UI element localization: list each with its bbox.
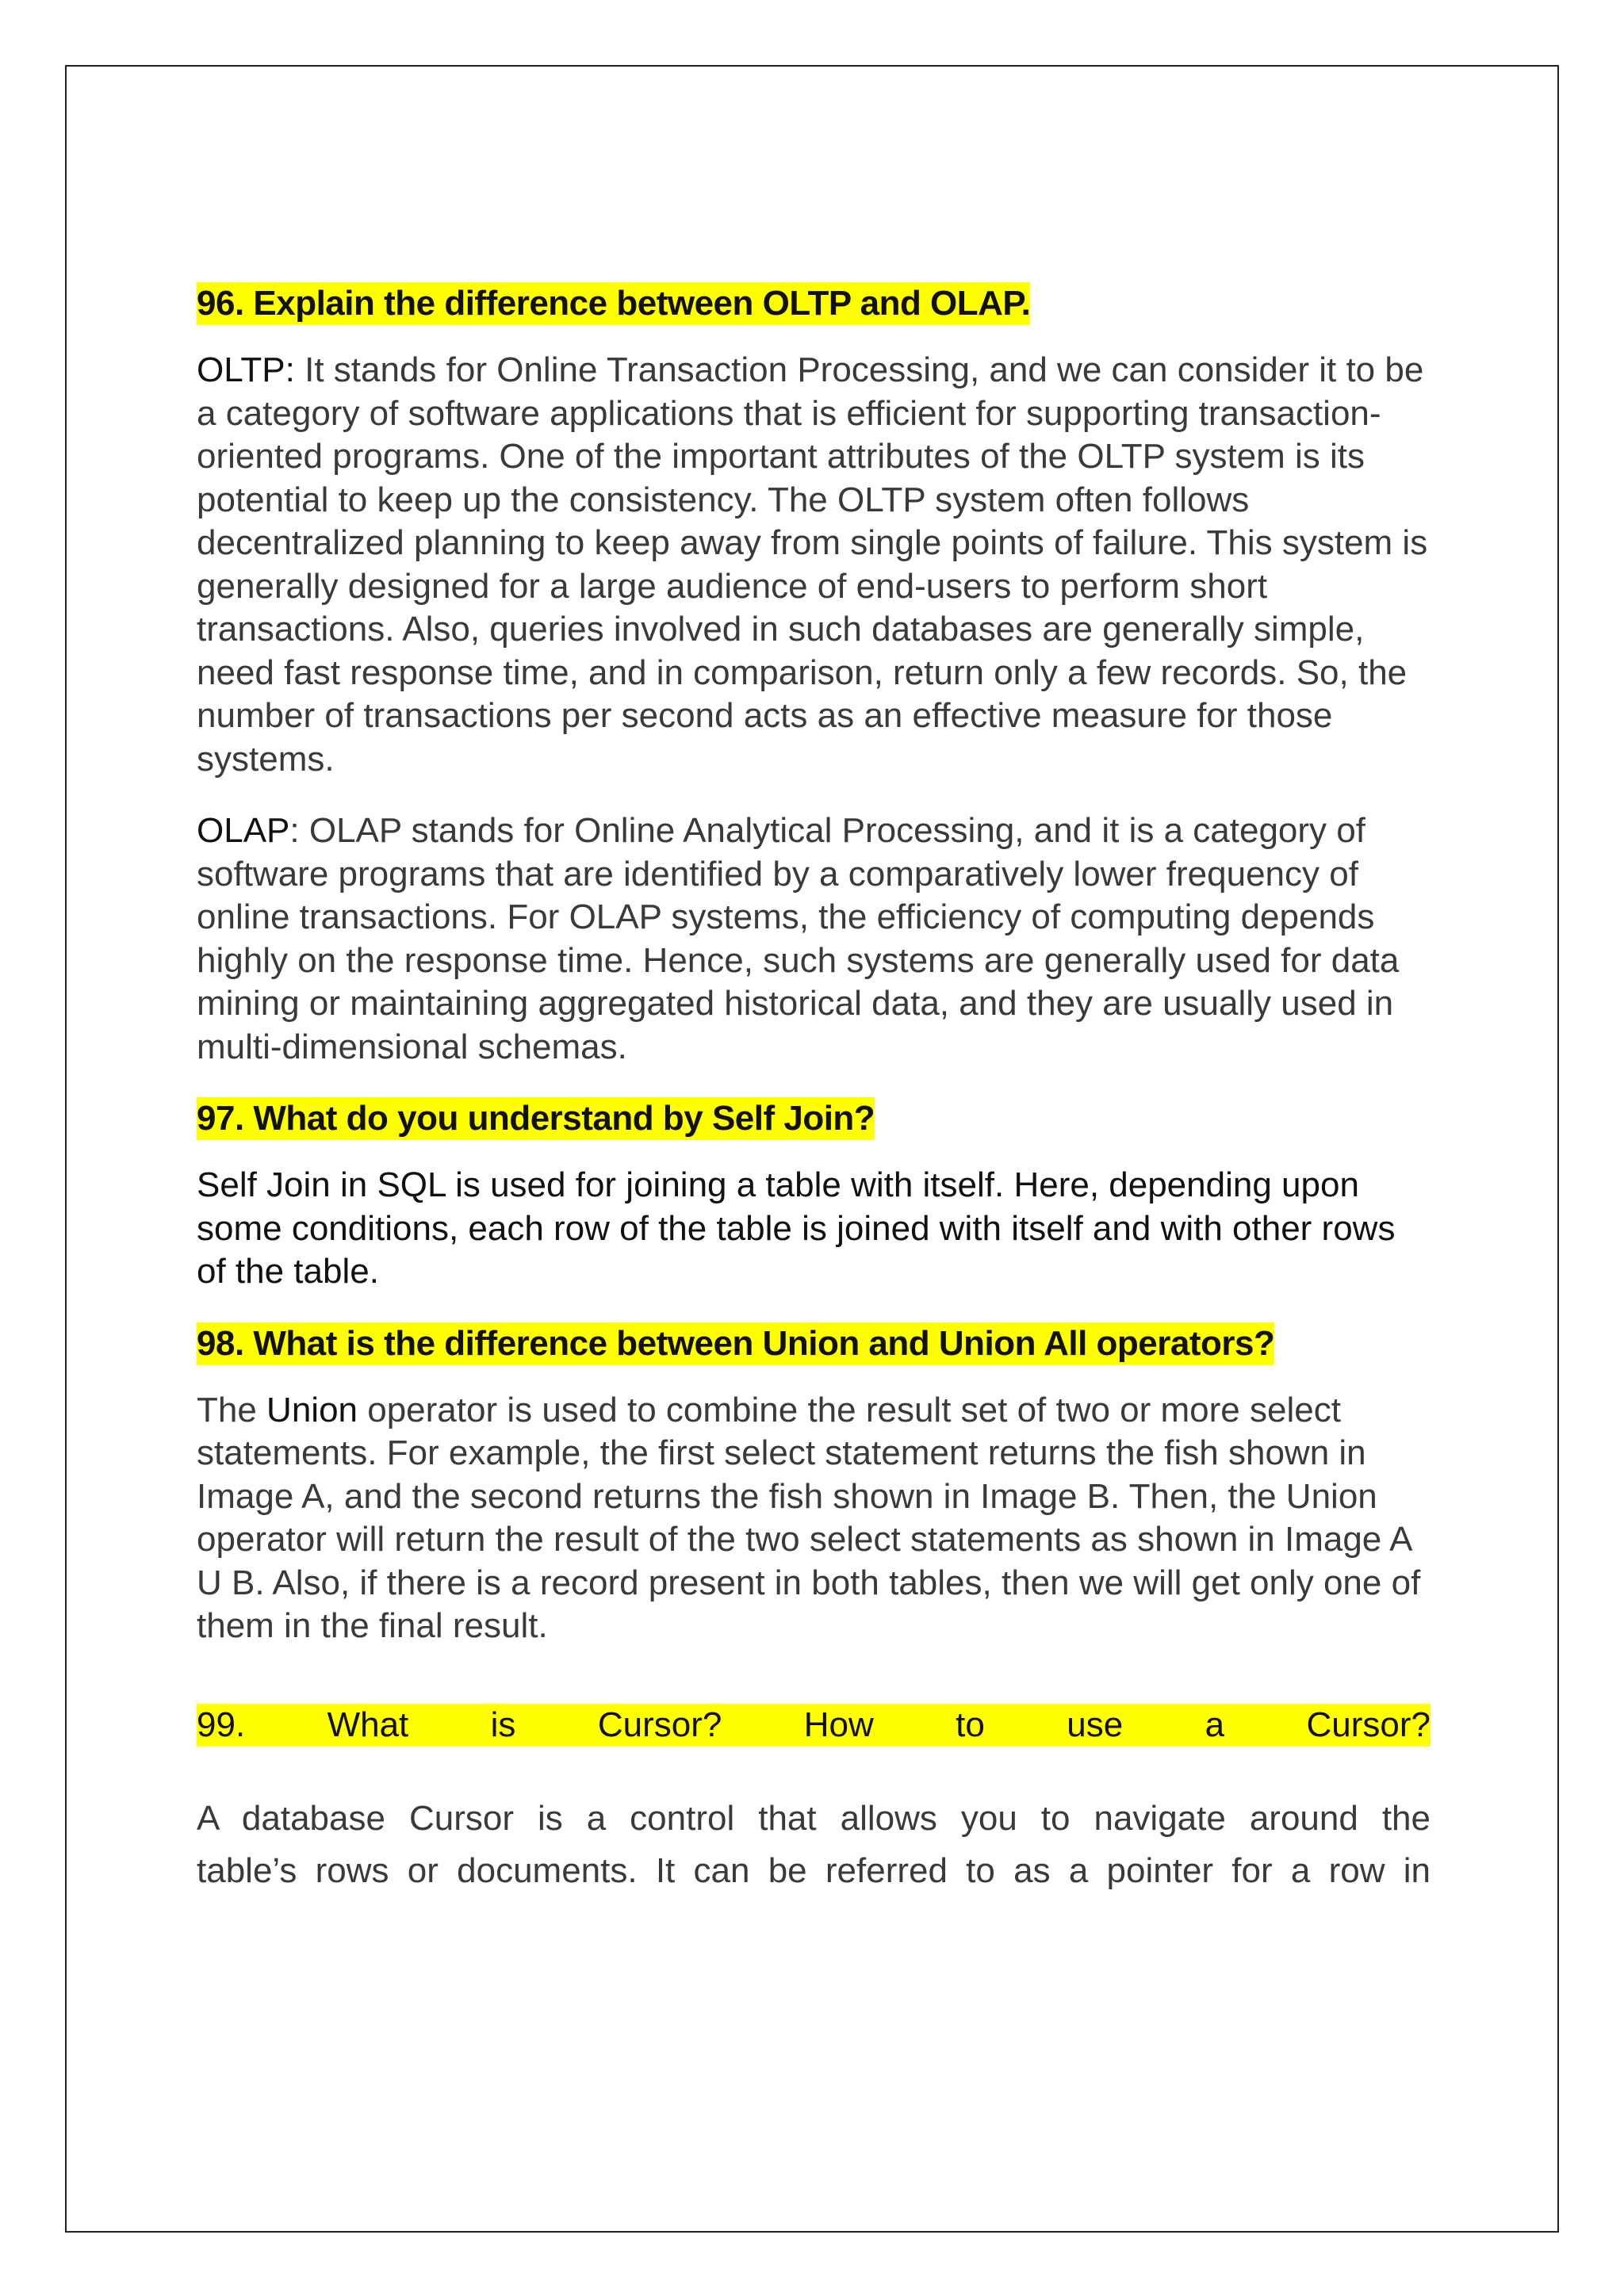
document-content — [197, 282, 1431, 1897]
q99-word: How — [803, 1705, 874, 1744]
oltp-term: OLTP: — [197, 350, 295, 389]
q99-word: Cursor? — [1306, 1705, 1431, 1744]
question-98-heading: 98. What is the difference between Union and Union All operators? — [197, 1322, 1274, 1365]
q99-word: 99. — [197, 1705, 246, 1744]
olap-paragraph — [197, 809, 1431, 1069]
union-term: Union — [266, 1390, 358, 1429]
question-96-heading: 96. Explain the difference between OLTP and OLAP. — [197, 282, 1030, 325]
q99-word: Cursor? — [597, 1705, 722, 1744]
cursor-paragraph-line-2: table’s rows or documents. It can be referred to as a pointer for a row in — [197, 1850, 1431, 1890]
union-text-before: The — [197, 1390, 267, 1429]
self-join-paragraph: Self Join in SQL is used for joining a table with itself. Here, depending upon some conditions, each row of the table is joined with itself and with other rows of the table. — [197, 1165, 1396, 1291]
olap-term: OLAP — [197, 811, 290, 850]
q99-word: to — [956, 1705, 985, 1744]
q99-word: What — [327, 1705, 409, 1744]
oltp-text: It stands for Online Transaction Processing, and we can consider it to be a category of software applications that is efficient for supporting transaction-oriented programs. One of the important attributes of the OLTP system is its potential to keep up the consistency. The OLTP system often follows decentralized planning to keep away from single points of failure. This system is generally designed for a large audience of end-users to perform short transactions. Also, queries involved in such databases are generally simple, need fast response time, and in comparison, return only a few records. So, the number of transactions per second acts as an effective measure for those systems. — [197, 350, 1428, 779]
q99-word: a — [1205, 1705, 1225, 1744]
question-97-heading-wrap — [197, 1097, 1431, 1140]
question-97-heading: 97. What do you understand by Self Join? — [197, 1097, 875, 1140]
question-96-heading-wrap — [197, 282, 1431, 325]
olap-text: : OLAP stands for Online Analytical Processing, and it is a category of software programs that are identified by a comparatively lower frequency of online transactions. For OLAP systems, the efficiency of computing depends highly on the response time. Hence, such systems are generally used for data mining or maintaining aggregated historical data, and they are usually used in multi-dimensional schemas. — [197, 811, 1400, 1066]
union-paragraph — [197, 1389, 1431, 1648]
q99-word: use — [1067, 1705, 1124, 1744]
union-text-after: operator is used to combine the result set of two or more select statements. For example, the first select statement returns the fish shown in Image A, and the second returns the fish shown in Image B. Then, the Union operator will return the result of the two select statements as shown in Image A U B. Also, if there is a record present in both tables, then we will get only one of them in the final result. — [197, 1390, 1421, 1645]
oltp-paragraph — [197, 349, 1431, 781]
q99-word: is — [490, 1705, 516, 1744]
question-99-heading — [197, 1704, 1431, 1747]
cursor-paragraph-line-1: A database Cursor is a control that allows you to navigate around the — [197, 1798, 1431, 1838]
question-98-heading-wrap — [197, 1322, 1431, 1365]
